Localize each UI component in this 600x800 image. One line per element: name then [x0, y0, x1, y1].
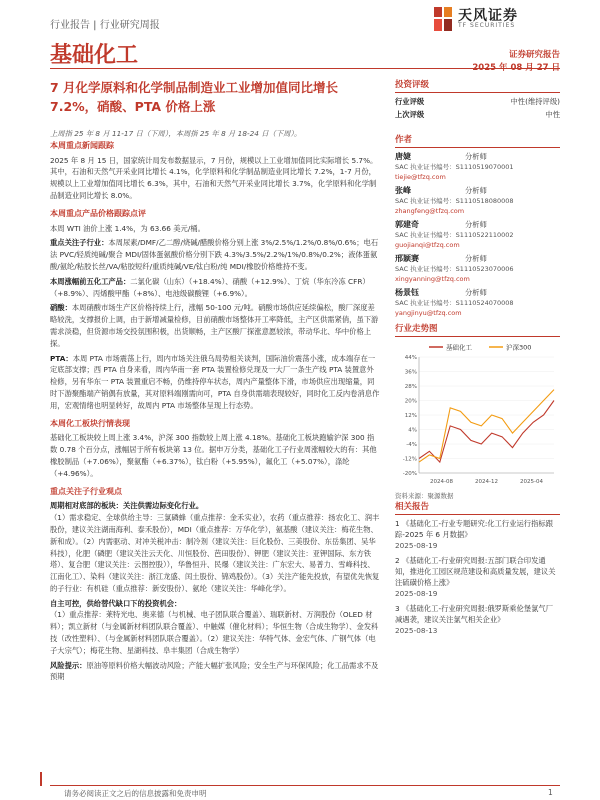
wti-paragraph: 本周 WTI 油价上涨 1.4%，为 63.66 美元/桶。: [50, 223, 205, 233]
y-tick-label: 36%: [404, 369, 417, 376]
report-headline: 7 月化学原料和化学制品制造业工业增加值同比增长 7.2%，硝酸、PTA 价格上涨: [50, 80, 339, 114]
focus-label: 重点关注子行业：: [50, 238, 109, 248]
report-date: 2025 年 08 月 27 日: [472, 63, 560, 73]
x-tick-label: 2025-04: [520, 479, 543, 485]
author-name: 唐婕: [395, 152, 411, 161]
views-p1: [50, 500, 380, 512]
author-name: 郭建奇: [395, 220, 419, 229]
author-role: 分析师: [465, 186, 487, 195]
top5-paragraph: [50, 276, 380, 300]
related-item[interactable]: [395, 518, 560, 551]
nitric-text: 本周硝酸市场生产区价格持续上行，涨幅 50-100 元/吨。硝酸市场供应延续偏松，酸厂深度差略较洗，支撑报价上调，由于新增减量检修，目前硝酸市场整体开工率降低，主产区供需紧俏，虽下游需求淡稳，但货源市场交投氛围积极，出货顺畅，主产区酸厂探涨意愿较浓，带动华北、华中价格上探。: [50, 303, 379, 348]
author-role: 分析师: [465, 288, 487, 297]
related-item[interactable]: [395, 603, 560, 636]
brand-name: 天风证券: [458, 8, 518, 24]
author-license: SAC 执业证书编号：S1110522110002: [395, 231, 514, 239]
author-item: [395, 186, 560, 216]
footer-divider: [50, 785, 560, 786]
chart-source: 资料来源：聚源数据: [395, 492, 454, 500]
author-role: 分析师: [465, 220, 487, 229]
author-license: SAC 执业证书编号：S1110519070001: [395, 163, 514, 171]
report-type: 证券研究报告: [508, 50, 560, 60]
prev-rating-value: 中性: [545, 110, 560, 119]
related-date: 2025-08-19: [395, 541, 438, 550]
section-heading-views: 重点关注子行业观点: [50, 486, 122, 496]
related-title[interactable]: 1 《基础化工-行业专题研究:化工行业运行指标跟踪-2025 年 6 月数据》: [395, 519, 553, 539]
y-tick-label: 12%: [404, 413, 417, 419]
author-license: SAC 执业证书编号：S1110518080008: [395, 197, 514, 205]
page-number: 1: [548, 788, 553, 797]
page-title: 基础化工: [50, 43, 139, 68]
related-date: 2025-08-13: [395, 626, 438, 635]
sidebar: [395, 78, 560, 318]
nitric-paragraph: [50, 302, 380, 349]
author-item: [395, 220, 560, 250]
period-note: 上周指 25 年 8 月 11-17 日（下周），本周指 25 年 8 月 18-24 日（下周）。: [50, 129, 302, 138]
y-tick-label: -12%: [402, 456, 417, 463]
author-name: 邢颖赛: [395, 254, 419, 263]
y-tick-label: 44%: [404, 355, 417, 361]
related-title[interactable]: 3 《基础化工-行业研究周报:俄罗斯乘伦堡氯气厂减遇袭，建议关注氯气相关企业》: [395, 604, 553, 624]
y-tick-label: -4%: [406, 442, 417, 448]
x-tick-label: 2024-08: [430, 479, 453, 485]
views-p1-label: 周期相对底部的板块：: [50, 501, 123, 511]
risk-label: 风险提示：: [50, 660, 87, 670]
news-paragraph: 2025 年 8 月 15 日，国家统计局发布数据显示，7 月份，规模以上工业增加值同比实际增长 5.7%。其中，石油和天然气开采业同比增长 4.1%，化学原料和化学制品制造业同比增长 7.2%，1-7 月份，规模以上工业增加值同比增长 6.3%，其中，石油和天然气开采业同比增长 3.7%，化学原料和化学制品制造业同比增长 8.0%。: [50, 155, 378, 200]
author-role: 分析师: [465, 152, 487, 161]
author-role: 分析师: [465, 254, 487, 263]
trend-chart: [395, 339, 560, 489]
disclaimer-note: 请务必阅读正文之后的信息披露和免责申明: [64, 789, 207, 798]
risk-paragraph: [50, 660, 380, 684]
related-list: [395, 518, 560, 636]
focus-paragraph: [50, 237, 380, 272]
author-name: 张峰: [395, 186, 411, 195]
prev-rating-label: 上次评级: [395, 110, 425, 119]
related-item[interactable]: [395, 555, 560, 599]
rating-heading: 投资评级: [395, 78, 560, 93]
prev-rating-row: [395, 108, 560, 121]
main-content: [50, 128, 380, 683]
trend-heading: 行业走势图: [395, 322, 560, 337]
views-p1-text: 关注供需边际变化行业。: [122, 501, 204, 511]
y-tick-label: 28%: [404, 384, 417, 390]
author-item: [395, 288, 560, 318]
market-paragraph: 基础化工板块较上周上涨 3.4%，沪深 300 指数较上周上涨 4.18%。基础化工板块跑输沪深 300 指数 0.78 个百分点，涨幅居于所有板块第 13 位。据申万分类，基础化工子行业周涨幅较大的有：其他橡胶制品（+7.06%），聚氨酯（+6.37%），钛白粉（+5.95%），氟化工（+5.07%），涤纶（+4.96%）。: [50, 433, 377, 478]
views-p1-detail: （1）需求稳定、全球供给主导：三氯磷蜂（重点推荐：金禾实业），农药（重点推荐：扬农化工、润丰股份，建议关注湖南海利、泰禾股份），MDI（重点推荐：万华化学），氨基酸（建议关注：梅花生物、新和成）。（2）内需驱动、对冲关税冲击：制冷剂（建议关注：巨化股份、三美股份、东岳集团、吴华科技），化肥（磷肥（建议关注云天化、川恒股份、芭田股份）、钾肥（建议关注：亚钾国际、东方铁塔）、复合肥（建议关注：云图控股）），华鲁恒升、民爆（建议关注：广东宏大、易普力、雪峰科技、江南化工）、染料（建议关注：浙江龙盛、闰土股份、锦鸡股份）。（3）关注产能先投放，有望优先恢复的子行业：有机硅（重点推荐：新安股份）、氨纶（建议关注：华峰化学）。: [50, 513, 380, 593]
industry-rating-row: [395, 95, 560, 108]
risk-text: 原油等原料价格大幅波动风险；产能大幅扩张风险；安全生产与环保风险；化工品需求不及预期: [50, 660, 379, 682]
related-section: [395, 500, 560, 640]
pta-label: PTA：: [50, 353, 73, 363]
y-tick-label: 4%: [408, 427, 417, 434]
author-item: [395, 254, 560, 284]
y-tick-label: -20%: [402, 471, 417, 477]
legend-label: 沪深300: [506, 343, 532, 352]
author-license: SAC 执业证书编号：S1110524070008: [395, 299, 514, 307]
brand-subtitle: TF SECURITIES: [458, 22, 516, 29]
author-email[interactable]: xingyanning@tfzq.com: [395, 275, 470, 283]
section-heading-market: 本周化工板块行情表现: [50, 418, 130, 428]
y-tick-label: 20%: [404, 398, 417, 405]
footer-accent: [40, 772, 42, 786]
author-list: [395, 152, 560, 318]
section-heading-prices: 本周重点产品价格跟踪点评: [50, 208, 146, 218]
breadcrumb: 行业报告 | 行业研究周报: [50, 20, 160, 31]
author-email[interactable]: yangjinyu@tfzq.com: [395, 309, 462, 317]
top5-text: 二氯化碳（山东）（+18.4%）、硝酸（+12.9%）、丁烷（华东冷冻 CFR）（+8.9%）、丙烯酸甲酯（+8%）、电池级碳酸锂（+6.9%）。: [50, 276, 370, 298]
related-date: 2025-08-19: [395, 589, 438, 598]
author-item: [395, 152, 560, 182]
top5-label: 本周涨幅前五化工产品：: [50, 276, 131, 286]
views-p2-label: 自主可控，供给替代缺口下的投资机会：: [50, 598, 182, 608]
industry-rating-value: 中性(维持评级): [510, 97, 560, 106]
author-email[interactable]: guojianqi@tfzq.com: [395, 241, 460, 249]
tf-logo-icon: [432, 5, 454, 33]
author-name: 杨景钰: [395, 288, 419, 297]
focus-text: 本周尿素/DMF/乙二醇/烧碱/醋酸价格分别上涨 3%/2.5%/1.2%/0.8%/0.6%；电石法 PVC/轻质纯碱/聚合 MDI/固体蛋氨酸价格分别下跌 4.3%/3.5%/2.2%/1%/0.8%/0.2%；液体蛋氨酸/氨纶/粘胶长丝/VA/粘胶短纤/重质纯碱/VE/钛白粉/纯 MDI/橡胶价格维持不变。: [50, 238, 379, 271]
author-license: SAC 执业证书编号：S1110523070006: [395, 265, 514, 273]
pta-paragraph: [50, 353, 380, 412]
trend-section: [395, 322, 560, 500]
industry-rating-label: 行业评级: [395, 97, 425, 106]
author-heading: 作者: [395, 133, 560, 148]
related-heading: 相关报告: [395, 500, 560, 515]
x-tick-label: 2024-12: [475, 479, 498, 485]
legend-label: 基础化工: [446, 343, 472, 352]
nitric-label: 硝酸：: [50, 303, 72, 313]
views-p2-detail: （1）重点推荐：莱特光电、奥来德（与机械、电子团队联合覆盖）、瑞联新材、万润股份（OLED 材料）；凯立新材（与金属新材料团队联合覆盖）、中触媒（催化材料）；华恒生物（合成生物学）、金发科技（改性塑料）、（与金属新材料团队联合覆盖）。（2）建议关注：华特气体、金宏气体、广钢气体（电子大宗气）；梅花生物、星湖科技、阜丰集团（合成生物学）: [50, 610, 379, 655]
author-email[interactable]: zhangfeng@tfzq.com: [395, 207, 465, 215]
author-email[interactable]: tiejie@tfzq.com: [395, 173, 446, 181]
related-title[interactable]: 2 《基础化工-行业研究周报:五部门联合印发通知，推进化工园区规范建设和高质量发展，建议关注硫磺价格上涨》: [395, 556, 556, 587]
pta-text: 本周 PTA 市场震荡上行，周内市场关注俄乌局势相关谈判，国际油价震荡小涨，成本端存在一定底部支撑；西 PTA 自身来看，周内华南一套 PTA 装置检修兑现及一大厂一条生产线 PTA 装置意外检修，另有华东一 PTA 装置重启不畅，仍维持停车状态，周内产量整体下滑，市场供应出现缩量，同时下游聚酯端产销偶有放量，其对原料端刚需向可，PTA 自身供需端表现较好，同时化工反内卷消息作用，宏观情绪也明显转好，故周内 PTA 市场整体呈现上行态势。: [50, 353, 380, 410]
section-heading-news: 本周重点新闻跟踪: [50, 140, 114, 150]
series-line: [419, 401, 554, 463]
